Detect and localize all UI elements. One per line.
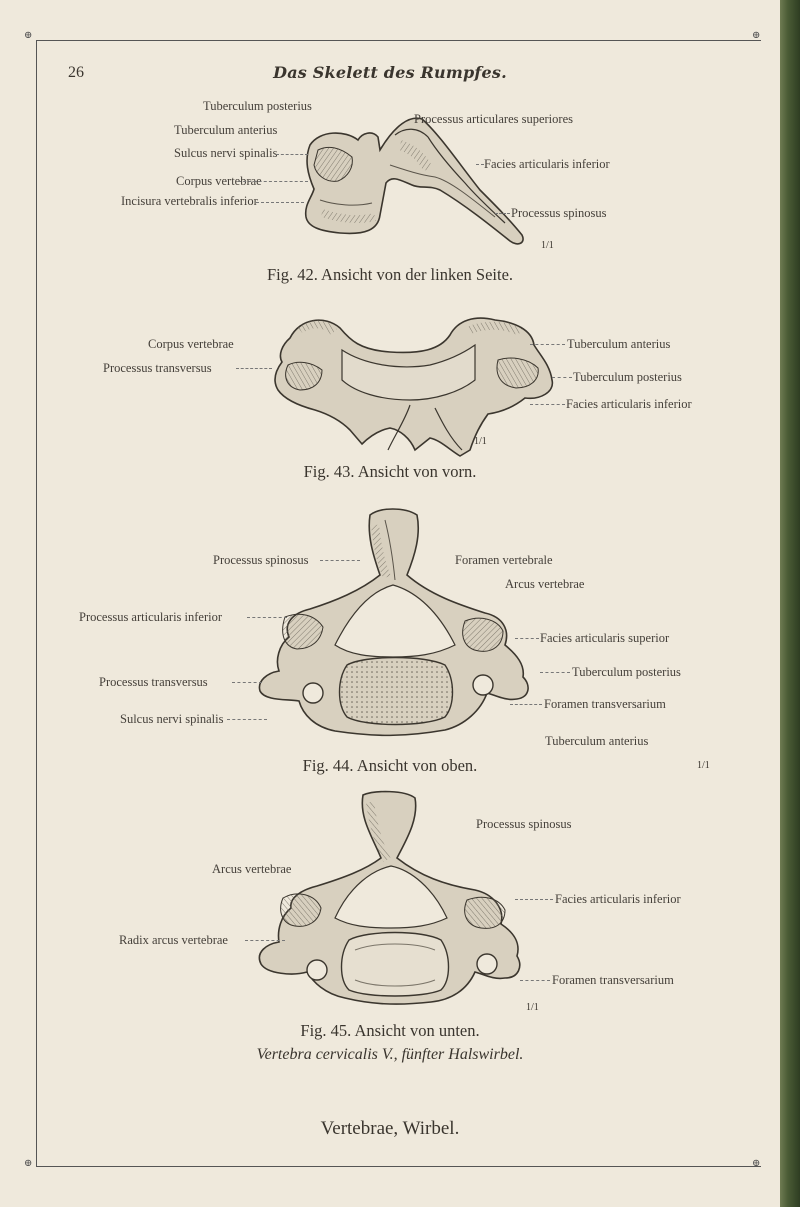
crop-mark-bottom-left: ⊕: [24, 1158, 33, 1169]
fig42-label-tuberculum-posterius: Tuberculum posterius: [203, 99, 312, 113]
fig43-label-tuberculum-posterius: Tuberculum posterius: [573, 370, 682, 384]
fig44-caption: Fig. 44. Ansicht von oben.: [302, 756, 478, 775]
fig44-label-processus-articularis-inferior: Processus articularis inferior: [79, 610, 223, 624]
page-edge: [780, 0, 800, 1207]
fig43-label-tuberculum-anterius: Tuberculum anterius: [567, 337, 671, 351]
fig42-label-tuberculum-anterius: Tuberculum anterius: [174, 123, 278, 137]
leader-line: [530, 344, 565, 345]
fig44-label-processus-spinosus: Processus spinosus: [213, 553, 309, 567]
fig43-label-corpus-vertebrae: Corpus vertebrae: [148, 337, 234, 351]
fig45-label-arcus-vertebrae: Arcus vertebrae: [212, 862, 292, 876]
fig43-label-facies-articularis-inferior: Facies articularis inferior: [566, 397, 692, 411]
leader-line: [510, 704, 542, 705]
fig45-caption: Fig. 45. Ansicht von unten.: [300, 1021, 480, 1040]
fig43-illustration: [270, 310, 560, 460]
leader-line: [495, 213, 510, 214]
leader-line: [247, 617, 287, 618]
fig42-label-facies-articularis-inferior: Facies articularis inferior: [484, 157, 610, 171]
leader-line: [227, 719, 267, 720]
leader-line: [276, 154, 308, 155]
plate-footer-title: Vertebrae, Wirbel.: [320, 1118, 460, 1139]
fig44-illustration: [255, 505, 535, 750]
crop-mark-bottom-right: ⊕: [752, 1158, 761, 1169]
fig42-caption: Fig. 42. Ansicht von der linken Seite.: [266, 265, 514, 284]
fig42-label-processus-articulares-superiores: Processus articulares superiores: [414, 112, 573, 126]
fig44-label-tuberculum-posterius: Tuberculum posterius: [572, 665, 681, 679]
fig45-label-foramen-transversarium: Foramen transversarium: [552, 973, 674, 987]
fig43-caption: Fig. 43. Ansicht von vorn.: [303, 462, 477, 481]
leader-line: [238, 181, 308, 182]
fig45-scale: 1/1: [526, 1002, 539, 1013]
fig44-label-tuberculum-anterius: Tuberculum anterius: [545, 734, 649, 748]
leader-line: [320, 560, 360, 561]
fig42-label-processus-spinosus: Processus spinosus: [511, 206, 607, 220]
fig42-label-corpus-vertebrae: Corpus vertebrae: [176, 174, 262, 188]
fig42-scale: 1/1: [541, 240, 554, 251]
leader-line: [256, 202, 304, 203]
leader-line: [236, 368, 272, 369]
page-number: 26: [68, 64, 84, 81]
fig45-label-facies-articularis-inferior: Facies articularis inferior: [555, 892, 681, 906]
fig44-label-facies-articularis-superior: Facies articularis superior: [540, 631, 670, 645]
leader-line: [520, 980, 550, 981]
leader-line: [245, 940, 285, 941]
running-head: Das Skelett des Rumpfes.: [273, 63, 507, 82]
fig43-label-processus-transversus: Processus transversus: [103, 361, 212, 375]
crop-mark-top-left: ⊕: [24, 30, 33, 41]
leader-line: [540, 672, 570, 673]
crop-mark-top-right: ⊕: [752, 30, 761, 41]
fig45-label-radix-arcus-vertebrae: Radix arcus vertebrae: [119, 933, 228, 947]
fig44-label-foramen-transversarium: Foramen transversarium: [544, 697, 666, 711]
fig42-label-sulcus-nervi-spinalis: Sulcus nervi spinalis: [174, 146, 278, 160]
fig44-label-arcus-vertebrae: Arcus vertebrae: [505, 577, 585, 591]
fig42-illustration: [300, 105, 540, 265]
fig44-scale: 1/1: [697, 760, 710, 771]
plate-subtitle: Vertebra cervicalis V., fünfter Halswirbel.: [256, 1046, 524, 1063]
leader-line: [476, 164, 484, 165]
fig45-label-processus-spinosus: Processus spinosus: [476, 817, 572, 831]
leader-line: [552, 377, 572, 378]
leader-line: [232, 682, 262, 683]
fig42-label-incisura-vertebralis-inferior: Incisura vertebralis inferior: [121, 194, 258, 208]
leader-line: [530, 404, 565, 405]
fig44-label-processus-transversus: Processus transversus: [99, 675, 208, 689]
leader-line: [515, 638, 539, 639]
leader-line: [515, 899, 553, 900]
fig43-scale: 1/1: [474, 436, 487, 447]
fig44-label-foramen-vertebrale: Foramen vertebrale: [455, 553, 553, 567]
fig44-label-sulcus-nervi-spinalis: Sulcus nervi spinalis: [120, 712, 224, 726]
